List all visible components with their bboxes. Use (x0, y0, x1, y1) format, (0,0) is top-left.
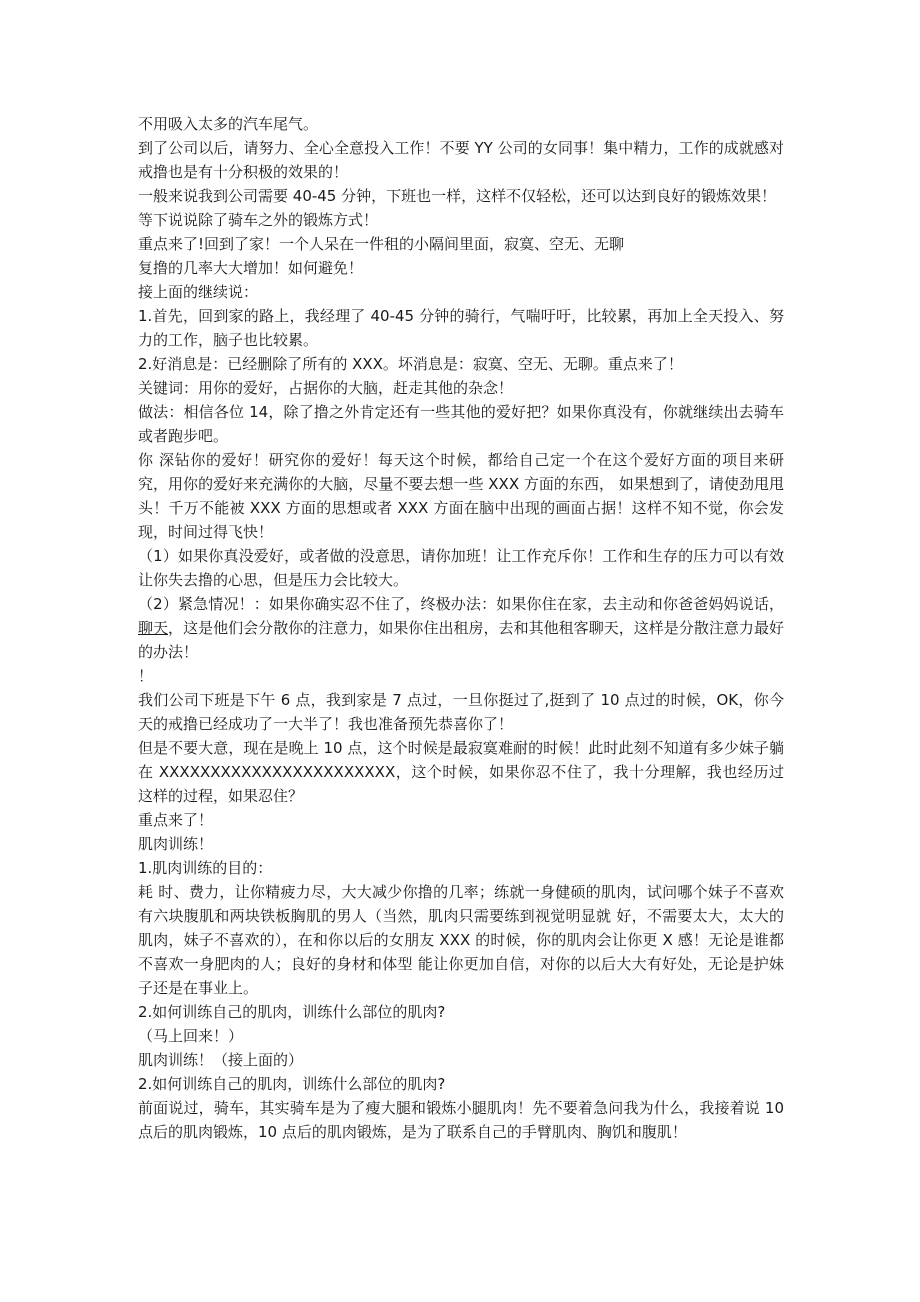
paragraph: 耗 时、费力，让你精疲力尽，大大减少你撸的几率；练就一身健硕的肌肉，试问哪个妹子不喜欢有六块腹肌和两块铁板胸肌的男人（当然，肌肉只需要练到视觉明显就 好，不需要太大，太大的肌肉，妹子不喜欢的），在和你以后的女朋友 XXX 的时候，你的肌肉会让你更 X 感！无论是谁都不喜欢一身肥肉的人；良好的身材和体型 能让你更加自信，对你的以后大大有好处，无论是护妹子还是在事业上。 (138, 883, 784, 997)
document-body (138, 112, 784, 1144)
paragraph: 复撸的几率大大增加！如何避免！ (138, 259, 364, 277)
paragraph: 等下说说除了骑车之外的锻炼方式！ (138, 211, 379, 229)
paragraph: 关键词：用你的爱好，占据你的大脑，赶走其他的杂念！ (138, 379, 514, 397)
paragraph: 不用吸入太多的汽车尾气。 (138, 115, 319, 133)
paragraph: 一般来说我到公司需要 40-45 分钟，下班也一样，这样不仅轻松，还可以达到良好的锻炼效果！ (138, 187, 777, 205)
paragraph: 前面说过，骑车，其实骑车是为了瘦大腿和锻炼小腿肌肉！先不要着急问我为什么，我接着说 10 点后的肌肉锻炼，10 点后的肌肉锻炼，是为了联系自己的手臂肌肉、胸饥和腹肌！ (138, 1099, 784, 1141)
paragraph: （1）如果你真没爱好，或者做的没意思，请你加班！让工作充斥你！工作和生存的压力可以有效让你失去撸的心思，但是压力会比较大。 (138, 547, 784, 589)
paragraph: 到了公司以后，请努力、全心全意投入工作！不要 YY 公司的女同事！集中精力，工作的成就感对戒撸也是有十分积极的效果的！ (138, 139, 784, 181)
chat-link[interactable]: 聊天 (138, 619, 169, 637)
paragraph: 做法：相信各位 14，除了撸之外肯定还有一些其他的爱好把？如果你真没有，你就继续出去骑车或者跑步吧。 (138, 403, 784, 445)
paragraph: 1.首先，回到家的路上，我经理了 40-45 分钟的骑行，气喘吁吁，比较累，再加上全天投入、努力的工作，脑子也比较累。 (138, 307, 784, 349)
paragraph: 2.好消息是：已经删除了所有的 XXX。坏消息是：寂寞、空无、无聊。重点来了！ (138, 355, 683, 373)
paragraph: 2.如何训练自己的肌肉，训练什么部位的肌肉? (138, 1003, 446, 1021)
paragraph: 1.肌肉训练的目的： (138, 859, 273, 877)
paragraph-text: ，这是他们会分散你的注意力，如果你住出租房，去和其他租客聊天，这样是分散注意力最好的办法！ (138, 619, 784, 661)
paragraph: （马上回来！） (138, 1027, 244, 1045)
paragraph (138, 592, 784, 664)
paragraph: 2.如何训练自己的肌肉，训练什么部位的肌肉? (138, 1075, 446, 1093)
paragraph: 你 深钻你的爱好！研究你的爱好！每天这个时候，都给自己定一个在这个爱好方面的项目来研究，用你的爱好来充满你的大脑，尽量不要去想一些 XXX 方面的东西， 如果想到了，请使劲甩甩头！千万不能被 XXX 方面的思想或者 XXX 方面在脑中出现的画面占据！这样不知不觉，你会发现，时间过得飞快！ (138, 451, 784, 541)
paragraph: 肌肉训练！ (138, 835, 214, 853)
paragraph: 肌肉训练！（接上面的） (138, 1051, 304, 1069)
paragraph: 接上面的继续说： (138, 283, 259, 301)
paragraph: 但是不要大意，现在是晚上 10 点，这个时候是最寂寞难耐的时候！此时此刻不知道有多少妹子躺在 XXXXXXXXXXXXXXXXXXXXXXX，这个时候，如果你忍不住了，我十分理解，我也经历过这样的过程，如果忍住？ (138, 739, 784, 805)
paragraph: 重点来了！ (138, 811, 214, 829)
paragraph: ！ (138, 667, 154, 685)
paragraph-text: （2）紧急情况！：如果你确实忍不住了，终极办法：如果你住在家，去主动和你爸爸妈妈说话， (138, 595, 784, 613)
paragraph: 我们公司下班是下午 6 点，我到家是 7 点过，一旦你挺过了,挺到了 10 点过的时候，OK，你今天的戒撸已经成功了一大半了！我也准备预先恭喜你了！ (138, 691, 784, 733)
paragraph: 重点来了!回到了家！一个人呆在一件租的小隔间里面，寂寞、空无、无聊 (138, 235, 625, 253)
